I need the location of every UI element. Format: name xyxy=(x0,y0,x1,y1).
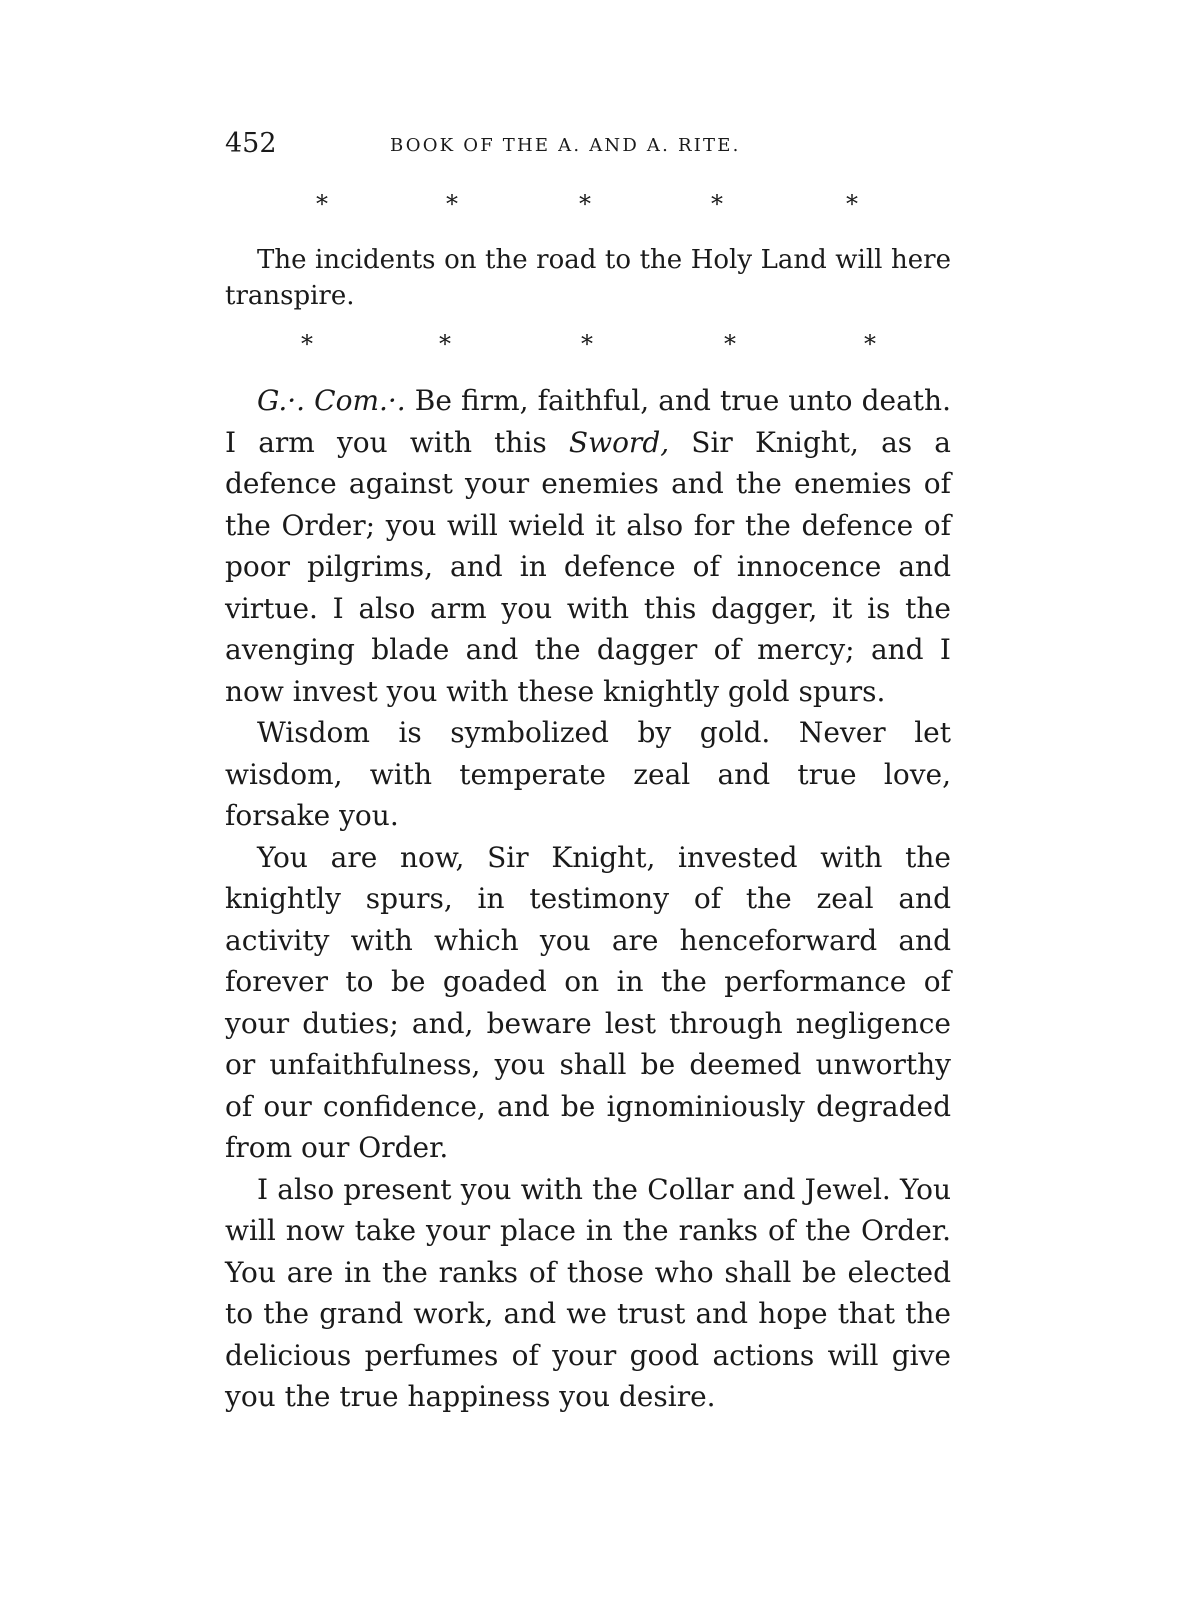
paragraph-text: Sir Knight, as a defence against your enemies and the enemies of the Order; you will wield it also for the defence of poor pilgrims, and in defence of innocence and virtue. I also arm you with this dagger, it is the avenging blade and the dagger of mercy; and I now invest you with these knightly gold spurs. xyxy=(225,425,951,708)
asterisk: * xyxy=(439,330,451,358)
paragraph-wisdom: Wisdom is symbolized by gold. Never let wisdom, with temperate zeal and true love, forsake you. xyxy=(225,716,951,832)
page-number: 452 xyxy=(225,128,277,159)
paragraph-collar: I also present you with the Collar and Jewel. You will now take your place in the ranks of the Order. You are in the ranks of those who shall be elected to the grand work, and we trust and hope that the delicious perfumes of your good actions will give you the true happiness you desire. xyxy=(225,1172,951,1413)
emphasis-sword: Sword, xyxy=(568,425,670,459)
asterisk: * xyxy=(581,330,593,358)
stage-direction-text: The incidents on the road to the Holy Land will here transpire. xyxy=(225,245,951,311)
asterisk: * xyxy=(724,330,736,358)
asterisk: * xyxy=(579,190,591,218)
paragraph-text: Be firm, faithful, and true unto death. I arm you with this xyxy=(225,384,951,459)
asterisk: * xyxy=(846,190,858,218)
asterisk: * xyxy=(446,190,458,218)
asterism-separator-bottom xyxy=(225,330,965,360)
asterisk: * xyxy=(711,190,723,218)
paragraph-spurs: You are now, Sir Knight, invested with the knightly spurs, in testimony of the zeal and activity with which you are henceforward and forever to be goaded on in the performance of your duties; and, beware lest through negligence or unfaithfulness, you shall be deemed unworthy of our confidence, and be ignominiously degraded from our Order. xyxy=(225,840,951,1164)
main-text xyxy=(225,380,951,1418)
stage-direction xyxy=(225,242,951,314)
running-title: BOOK OF THE A. AND A. RITE. xyxy=(390,135,741,156)
paragraph-investiture xyxy=(225,380,951,712)
asterisk: * xyxy=(316,190,328,218)
speaker-label: G.·. Com.·. xyxy=(257,384,406,417)
asterism-separator-top xyxy=(225,190,965,220)
asterisk: * xyxy=(301,330,313,358)
running-head xyxy=(225,128,965,168)
asterisk: * xyxy=(864,330,876,358)
